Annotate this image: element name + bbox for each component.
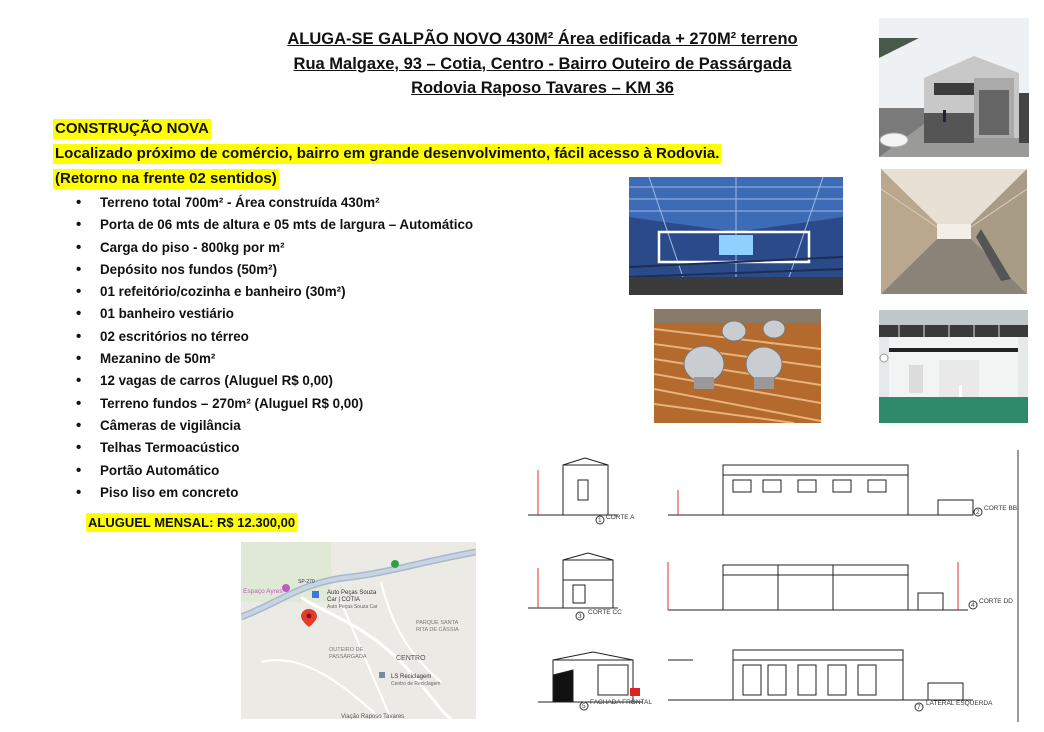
map-label-outeiro1: OUTEIRO DE (329, 647, 364, 653)
corte-a-number: 1 (598, 517, 602, 524)
feature-item: • Carga do piso - 800kg por m² (74, 237, 473, 259)
headline-highway: Rodovia Raposo Tavares – KM 36 (411, 79, 674, 97)
feature-item: • 01 banheiro vestiário (74, 303, 473, 325)
headline-title: ALUGA-SE GALPÃO NOVO 430M² Área edificada + 270M² terreno (287, 30, 798, 48)
feature-item: • Porta de 06 mts de altura e 05 mts de largura – Automático (74, 214, 473, 236)
map-label-viacao: Viação Raposo Tavares (341, 714, 405, 719)
return-highlight: (Retorno na frente 02 sentidos) (55, 170, 277, 187)
corte-cc-label: CORTE CC (588, 609, 622, 616)
corte-a-drawing (528, 458, 618, 515)
lateral-label: LATERAL ESQUERDA (926, 700, 993, 707)
feature-item: • Câmeras de vigilância (74, 415, 473, 437)
exterior-render-photo (879, 18, 1029, 157)
feature-item: • Portão Automático (74, 460, 473, 482)
map-label-reciclagem: LS Reciclagem (391, 674, 432, 680)
feature-item: • Terreno total 700m² - Área construída 430m² (74, 192, 473, 214)
corte-dd-label: CORTE DD (979, 598, 1013, 605)
map-label-centro: CENTRO (396, 655, 426, 662)
interior-roof-photo (629, 177, 843, 295)
corte-dd-number: 4 (971, 602, 975, 609)
location-highlight: Localizado próximo de comércio, bairro em grande desenvolvimento, fácil acesso à Rodovia. (55, 145, 720, 162)
map-label-espaco: Espaço Ayres (243, 588, 283, 595)
feature-item: • Telhas Termoacústico (74, 437, 473, 459)
corte-cc-drawing (528, 553, 618, 608)
corte-dd-drawing (668, 562, 968, 610)
corte-cc-number: 3 (578, 613, 582, 620)
feature-item: • Depósito nos fundos (50m²) (74, 259, 473, 281)
lateral-number: 7 (917, 704, 921, 711)
rent-price: ALUGUEL MENSAL: R$ 12.300,00 (88, 515, 296, 530)
feature-item: • 12 vagas de carros (Aluguel R$ 0,00) (74, 370, 473, 392)
architectural-plans (518, 450, 1022, 722)
map-label-outeiro2: PASSÁRGADA (329, 654, 367, 660)
fachada-drawing (538, 652, 643, 702)
location-map[interactable] (241, 542, 476, 719)
feature-item: • 02 escritórios no térreo (74, 326, 473, 348)
map-label-parque2: RITA DE CÁSSIA (416, 627, 459, 633)
corte-bb-drawing (668, 465, 973, 515)
map-label-parque1: PARQUE SANTA (416, 620, 459, 626)
construction-highlight: CONSTRUÇÃO NOVA (55, 120, 209, 137)
corte-bb-label: CORTE BB (984, 505, 1018, 512)
feature-item: • Terreno fundos – 270m² (Aluguel R$ 0,00) (74, 393, 473, 415)
fachada-label: FACHADA FRONTAL (590, 699, 653, 706)
map-label-autopecas2: Car | COTIA (327, 597, 360, 603)
feature-item: • Piso liso em concreto (74, 482, 473, 504)
map-label-road: SP-270 (298, 579, 315, 585)
corte-bb-number: 2 (976, 509, 980, 516)
map-label-reciclagem2: Centro de Reciclagem (391, 681, 441, 687)
feature-item: • Mezanino de 50m² (74, 348, 473, 370)
map-label-autopecas: Auto Peças Souza (327, 590, 377, 596)
warehouse-interior-photo (879, 310, 1028, 423)
feature-item: • 01 refeitório/cozinha e banheiro (30m²) (74, 281, 473, 303)
fachada-number: 5 (582, 703, 586, 710)
roof-ventilators-photo (654, 309, 821, 423)
lateral-drawing (668, 650, 973, 700)
map-label-autopecas3: Auto Peças Souza Car (327, 604, 378, 610)
features-list (74, 192, 473, 504)
headline-address: Rua Malgaxe, 93 – Cotia, Centro - Bairro Outeiro de Passárgada (293, 55, 792, 73)
corte-a-label: CORTE A (606, 514, 635, 521)
corridor-photo (881, 169, 1027, 294)
